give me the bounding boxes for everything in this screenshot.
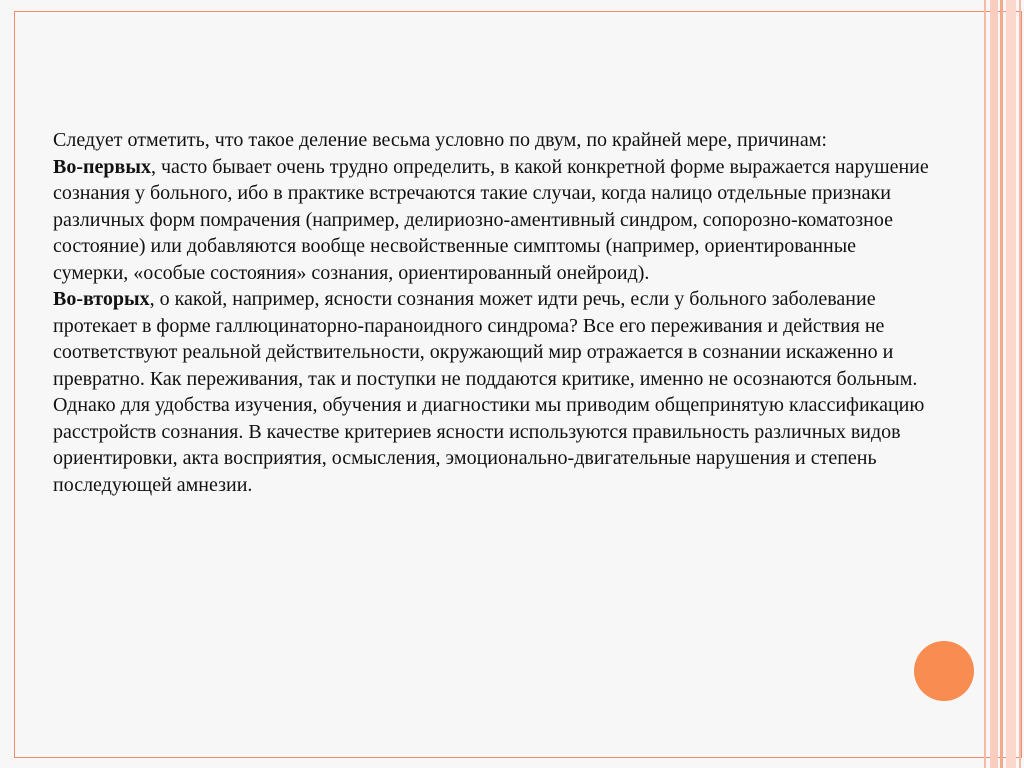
first-reason-lead: Во-первых xyxy=(53,155,151,178)
second-reason-lead: Во-вторых xyxy=(53,288,150,310)
stripe xyxy=(1006,0,1016,768)
paragraph-intro: Следует отметить, что такое деление весьма условно по двум, по крайней мере, причинам: xyxy=(53,129,827,151)
stripe xyxy=(984,0,986,768)
paragraph-first-reason xyxy=(53,154,933,287)
decorative-circle xyxy=(914,641,974,701)
first-reason-text: , часто бывает очень трудно определить, в какой конкретной форме выражается нарушение сознания у больного, ибо в практике встречаются такие случаи, когда налицо отдельные признаки различных форм помрачения (например, делириозно-аментивный синдром, сопорозно-коматозное состояние) или добавляются вообще несвойственные симптомы (например, ориентированные сумерки, «особые состояния» сознания, ориентированный онейроид). xyxy=(53,155,929,284)
paragraph-conclusion: Однако для удобства изучения, обучения и диагностики мы приводим общепринятую классификацию расстройств сознания. В качестве критериев ясности используются правильность различных видов ориентировки, акта восприятия, осмысления, эмоционально-двигательные нарушения и степень последующей амнезии. xyxy=(53,394,925,496)
stripe xyxy=(1000,0,1003,768)
decorative-stripes xyxy=(984,0,1024,768)
second-reason-text: , о какой, например, ясности сознания может идти речь, если у больного заболевание протекает в форме галлюцинаторно-параноидного синдрома? Все его переживания и действия не соответствуют реальной действительности, окружающий мир отражается в сознании искаженно и превратно. Как переживания, так и поступки не поддаются критике, именно не осознаются больным. xyxy=(53,288,918,390)
slide-body-text xyxy=(53,127,933,498)
paragraph-second-reason xyxy=(53,286,933,392)
stripe xyxy=(990,0,998,768)
stripe xyxy=(1019,0,1021,768)
